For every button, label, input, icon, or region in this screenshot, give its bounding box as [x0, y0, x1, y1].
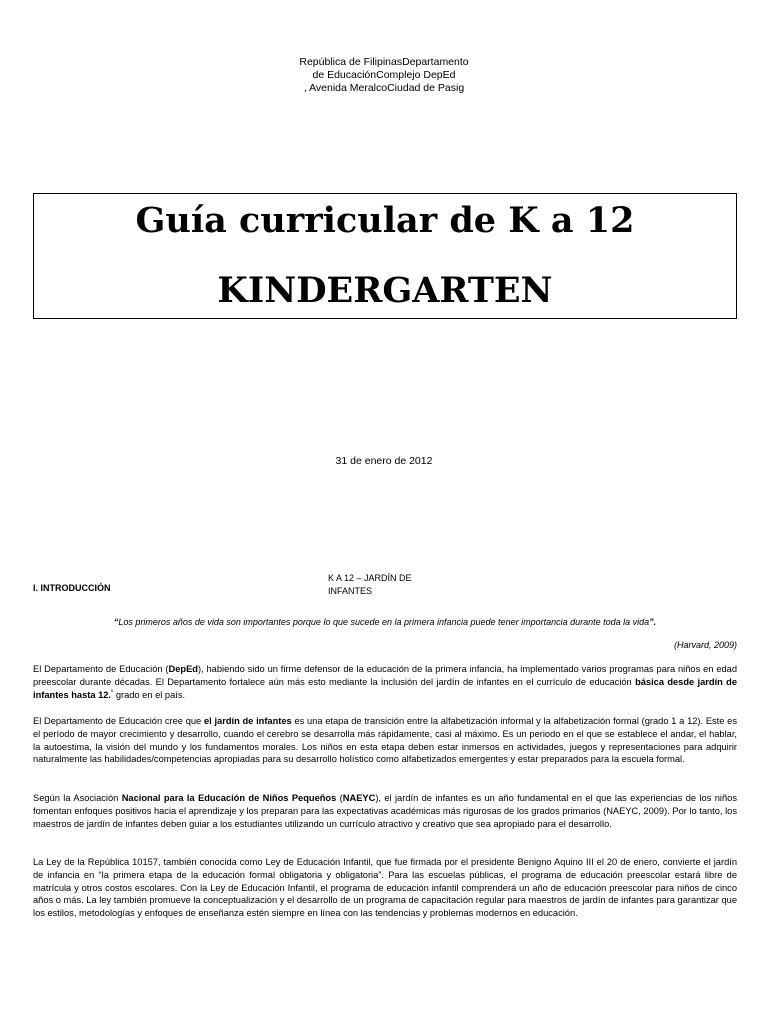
letterhead [0, 56, 768, 95]
epigraph-quote [33, 617, 737, 627]
letterhead-line-1: República de FilipinasDepartamento [299, 56, 469, 68]
quote-close-mark: ”. [649, 617, 657, 627]
paragraph-1 [33, 663, 737, 701]
running-title-line-2: INFANTES [328, 586, 373, 596]
title-box [33, 193, 737, 319]
running-title [328, 572, 412, 598]
p1-superscript: º [111, 689, 114, 696]
quote-text: Los primeros años de vida son importantes porque lo que sucede en la primera infancia puede tener importancia durante toda la vida [118, 617, 650, 627]
p2-text-1: El Departamento de Educación cree que [33, 716, 204, 726]
paragraph-4 [33, 856, 737, 920]
p3-bold-1: Nacional para la Educación de Niños Pequeños [121, 793, 337, 803]
document-subtitle: KINDERGARTEN [217, 270, 553, 311]
p3-text-1: Según la Asociación [33, 793, 122, 803]
document-title: Guía curricular de K a 12 [135, 200, 635, 241]
quote-open-mark: “ [113, 617, 119, 627]
p1-bold-1: DepEd [168, 664, 198, 674]
paragraph-3 [33, 792, 737, 830]
p2-bold-1: el jardín de infantes [203, 716, 292, 726]
document-date: 31 de enero de 2012 [335, 455, 433, 467]
quote-citation: (Harvard, 2009) [673, 640, 737, 650]
p4-text-1: La Ley de la República 10157, también conocida como Ley de Educación Infantil, que fue firmada por el presidente Benigno Aquino III el 20 de enero, convierte el jardín de infancia en “la primera etapa de la educación formal obligatoria y obligatoria”. Para las escuelas públicas, el programa de educación preescolar estará libre de matrícula y otros costos escolares. Con la Ley de Educación Infantil, el programa de educación infantil comprenderá un año de educación preescolar para niños de cinco años o más. La ley también promueve la conceptualización y el desarrollo de un programa de capacitación regular para maestros de jardín de infantes para garantizar que los estilos, metodologías y enfoques de enseñanza estén siempre en línea con las tendencias y problemas modernos en educación. [33, 857, 737, 919]
p3-bold-2: NAEYC [342, 793, 376, 803]
p1-text-3: grado en el país. [113, 689, 186, 700]
p3-text-2: ( [336, 793, 343, 803]
p1-text-2: ), habiendo sido un firme defensor de la educación de la primera infancia, ha implementado varios programas para niños en edad preescolar durante décadas. El Departamento fortalece aún más esto mediante la inclusión del jardín de infantes en el currículo de educación [33, 664, 737, 687]
p3-text-3: ), el jardín de infantes es un año fundamental en el que las experiencias de los niños fomentan enfoques positivos hacia el aprendizaje y los preparan para las expectativas académicas más rigurosas de los grados primarios (NAEYC, 2009). Por lo tanto, los maestros de jardín de infantes deben guiar a los estudiantes utilizando un currículo atractivo y creativo que sea apropiado para el desarrollo. [33, 793, 737, 829]
section-heading: I. INTRODUCCIÓN [33, 583, 111, 593]
p1-text-1: El Departamento de Educación ( [33, 664, 169, 674]
letterhead-line-2: de EducaciónComplejo DepEd [312, 69, 456, 81]
p2-text-2: es una etapa de transición entre la alfabetización informal y la alfabetización formal (grado 1 a 12). Este es el período de mayor crecimiento y desarrollo, cuando el cerebro se desarrolla más rápidamente, casi al máximo. Es un periodo en el que se establece el andar, el hablar, la autoestima, la visión del mundo y los fundamentos morales. Los niños en esta etapa deben estar inmersos en actividades, juegos y representaciones para adquirir naturalmente las habilidades/competencias apropiadas para su desarrollo holístico como alfabetizados emergentes y estar preparados para la escuela formal. [33, 716, 737, 765]
paragraph-2 [33, 715, 737, 766]
p1-bold-2: básica desde jardín de infantes hasta 12. [33, 676, 737, 700]
running-title-line-1: K A 12 – JARDÍN DE [328, 573, 412, 583]
letterhead-line-3: , Avenida MeralcoCiudad de Pasig [303, 82, 465, 94]
